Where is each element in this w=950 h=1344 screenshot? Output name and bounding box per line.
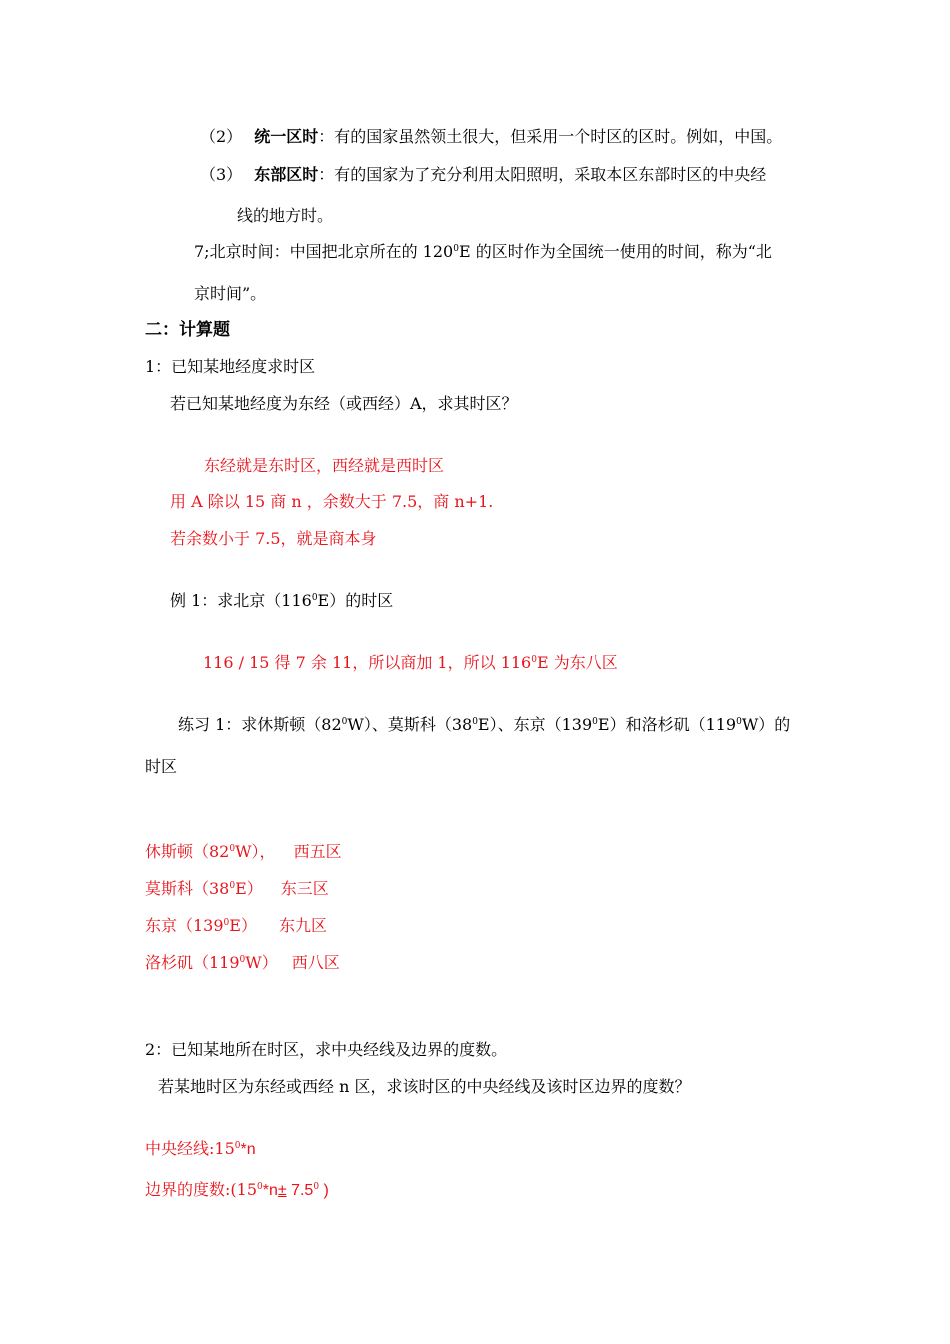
answer-row: 洛杉矶$(119^0W)$ 西八区 <box>145 953 340 972</box>
item-3-continued: 线的地方时。 <box>237 206 334 225</box>
item-3: （3） 东部区时：有的国家为了充分利用太阳照明，采取本区东部时区的中央经 <box>200 165 767 184</box>
item-7: 7;北京时间：中国把北京所在的 $120^0E$ 的区时作为全国统一使用的时间，称为“北 <box>194 242 772 261</box>
item-7-continued: 京时间”。 <box>194 284 267 303</box>
section-heading: 二：计算题 <box>145 320 230 340</box>
q2-title: 2：已知某地所在时区，求中央经线及边界的度数。 <box>145 1040 508 1059</box>
rule-line: 东经就是东时区，西经就是西时区 <box>204 456 445 475</box>
boundary-formula: 边界的度数$:(15^0*n\pm 7.5^0$ ) <box>145 1180 329 1199</box>
answer-row: 休斯顿$(82^0W)$， 西五区 <box>145 842 342 861</box>
example-1-answer: 116 / 15 得 7 余 11，所以商加 1，所以 $116^0E$ 为东八区 <box>203 653 618 672</box>
exercise-1: 练习 1：求休斯顿$(82^0W)$、莫斯科$(38^0E)$、东京$(139^0E)$和洛杉矶$(119^0W)$的 <box>178 715 791 734</box>
term-unified-zone-time: 统一区时 <box>254 127 319 146</box>
rule-line: 若余数小于 7.5，就是商本身 <box>170 529 377 548</box>
answer-row: 莫斯科$(38^0E)$ 东三区 <box>145 879 329 898</box>
example-1: 例 1：求北京$(116^0E)$的时区 <box>170 591 394 610</box>
rule-line: 用 A 除以 15 商 n ，余数大于 7.5，商 n+1. <box>170 492 494 511</box>
answer-row: 东京$(139^0E)$ 东九区 <box>145 916 327 935</box>
q2-question: 若某地时区为东经或西经 n 区，求该时区的中央经线及该时区边界的度数？ <box>158 1077 691 1096</box>
item-2: （2） 统一区时：有的国家虽然领土很大，但采用一个时区的区时。例如，中国。 <box>200 127 783 146</box>
term-eastern-zone-time: 东部区时 <box>254 165 319 184</box>
q1-question: 若已知某地经度为东经（或西经）A，求其时区？ <box>170 394 518 413</box>
exercise-1-continued: 时区 <box>145 757 178 776</box>
central-meridian-formula: 中央经线$:15^0*n$ <box>145 1139 256 1158</box>
q1-title: 1：已知某地经度求时区 <box>145 357 316 376</box>
